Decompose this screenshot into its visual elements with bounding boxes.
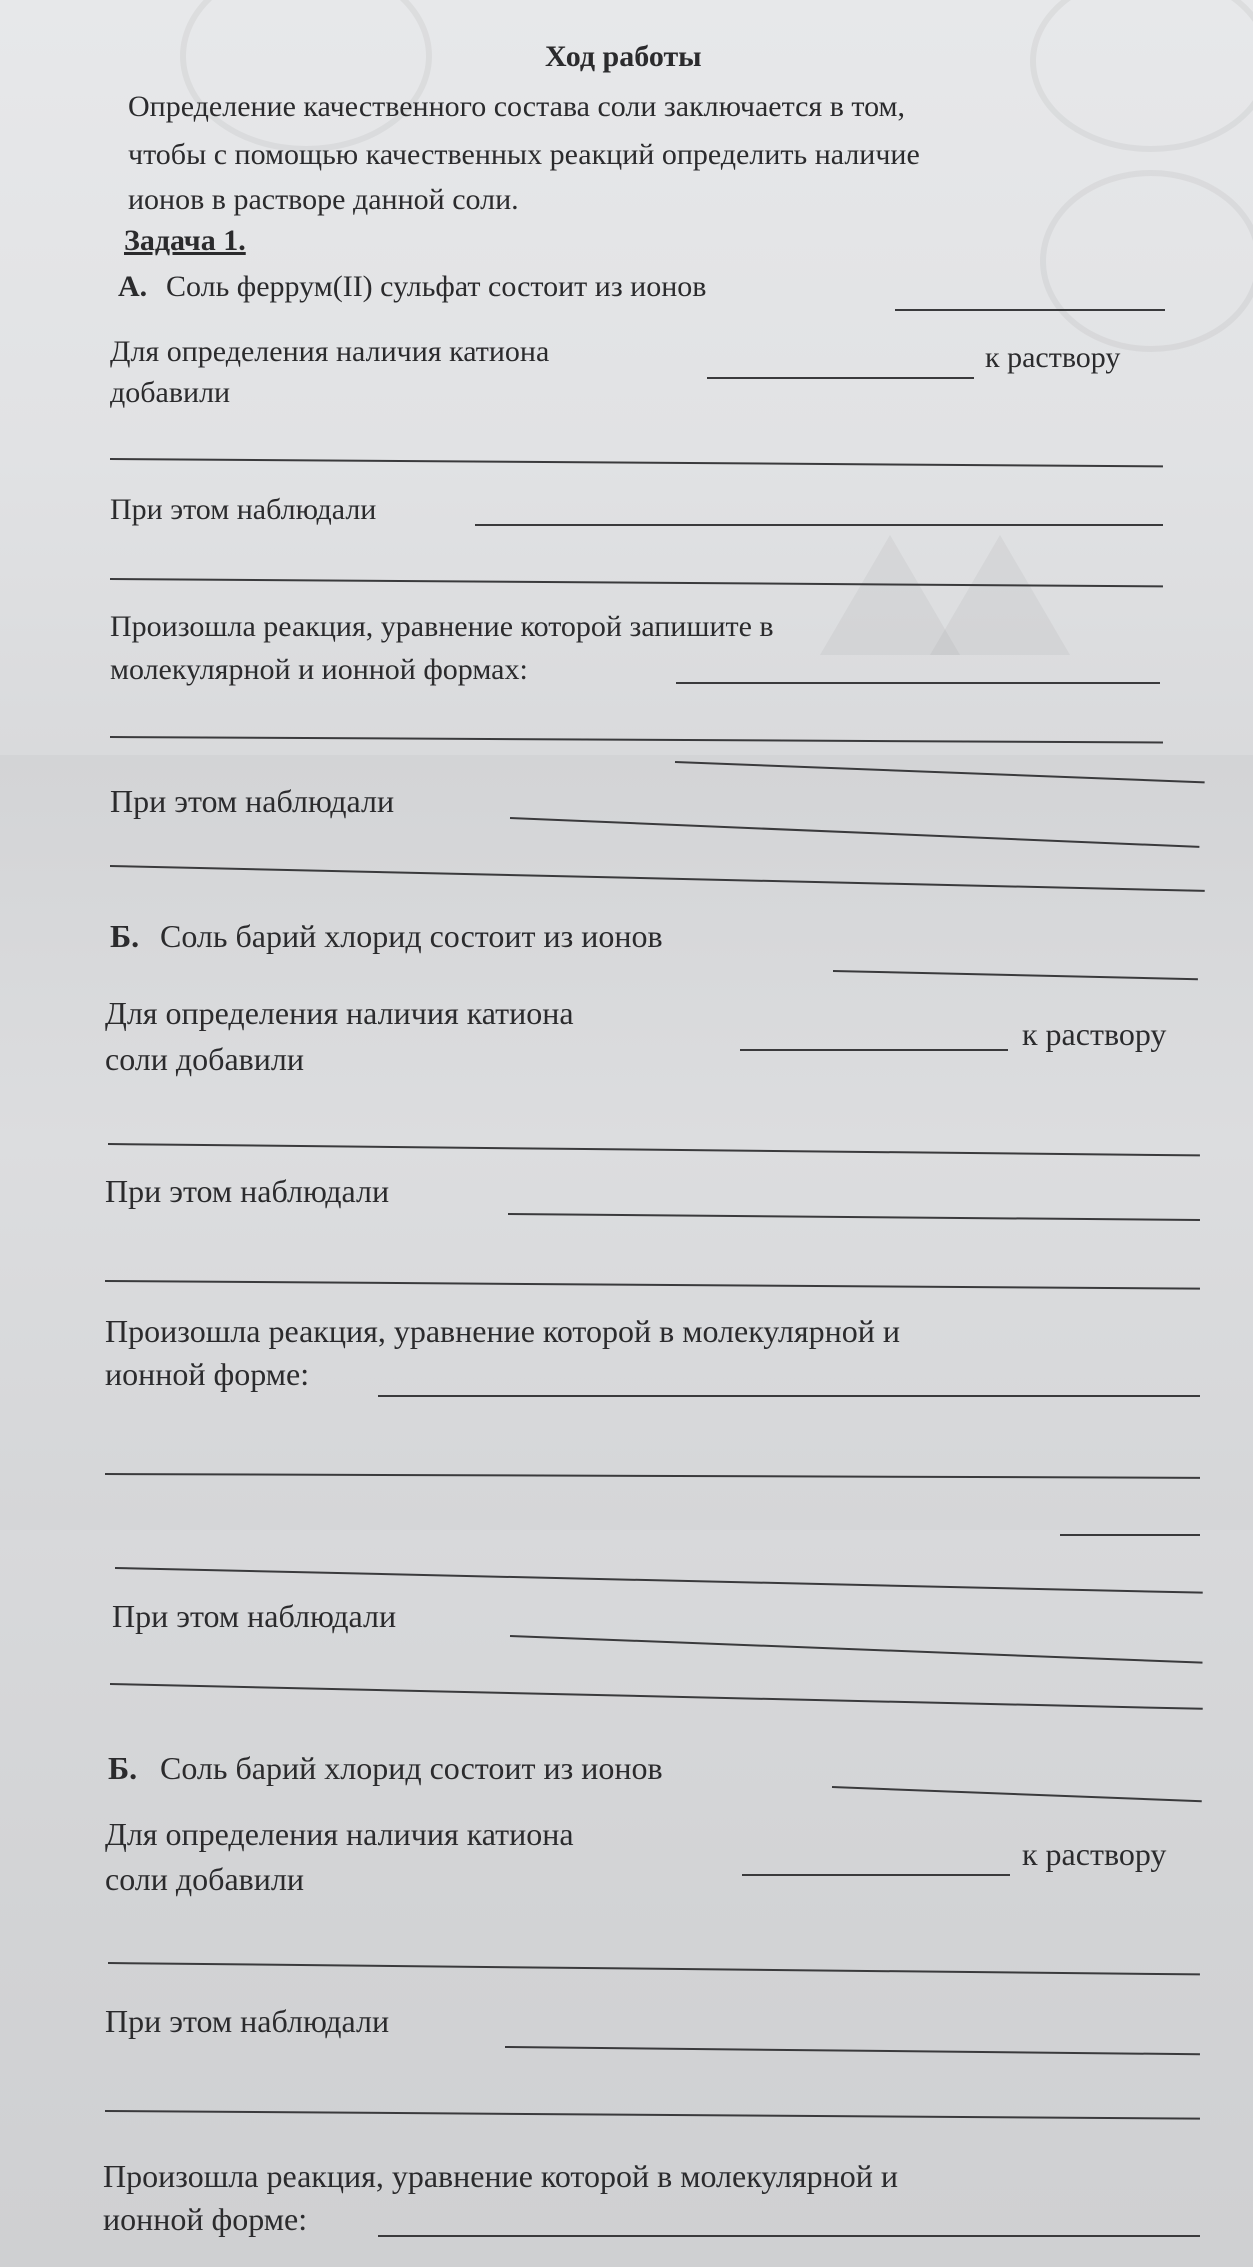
worksheet-photo-bottom xyxy=(0,1530,1253,2267)
answer-line xyxy=(475,524,1163,526)
bottom-observed-text: При этом наблюдали xyxy=(112,1598,397,1634)
answer-line xyxy=(110,1683,1203,1710)
answer-line xyxy=(832,1786,1202,1802)
background-seal-shape xyxy=(180,0,432,152)
answer-line xyxy=(105,2110,1200,2120)
answer-line xyxy=(378,1395,1200,1397)
answer-line xyxy=(833,970,1198,980)
part-a-cation-text: Для определения наличия катиона xyxy=(110,335,550,368)
bottom-observed-text-2: При этом наблюдали xyxy=(105,2003,390,2039)
worksheet-photo-top xyxy=(0,0,1253,755)
bottom-part-b-ions-text: Соль барий хлорид состоит из ионов xyxy=(160,1750,663,1786)
bottom-part-b-marker: Б. xyxy=(108,1750,138,1786)
answer-line xyxy=(115,1567,1203,1594)
bottom-cation-text-end: к раствору xyxy=(1022,1836,1167,1872)
part-b-reaction-text: ионной форме: xyxy=(105,1356,310,1392)
answer-line xyxy=(742,1874,1010,1876)
answer-line xyxy=(510,817,1199,848)
answer-line xyxy=(676,682,1160,684)
answer-line xyxy=(740,1049,1008,1051)
part-a-cation-text-end: к раствору xyxy=(985,341,1121,374)
part-a-reaction-text: молекулярной и ионной формах: xyxy=(110,653,528,686)
background-seal-shape xyxy=(1030,0,1253,152)
answer-line xyxy=(508,1213,1200,1221)
part-a-marker: А. xyxy=(118,270,148,303)
answer-line xyxy=(108,1962,1200,1975)
answer-line xyxy=(110,865,1205,892)
part-a-reaction-text: Произошла реакция, уравнение которой запишите в xyxy=(110,610,774,643)
answer-line xyxy=(895,309,1165,311)
intro-line: ионов в растворе данной соли. xyxy=(128,183,519,216)
part-b-cation-text-end: к раствору xyxy=(1022,1016,1167,1052)
answer-line xyxy=(378,2235,1200,2237)
answer-line xyxy=(707,377,974,379)
part-b-cation-text: Для определения наличия катиона xyxy=(105,995,574,1031)
page-title: Ход работы xyxy=(545,40,702,73)
bottom-reaction-text: Произошла реакция, уравнение которой в молекулярной и xyxy=(103,2158,898,2194)
intro-line: чтобы с помощью качественных реакций определить наличие xyxy=(128,138,920,171)
answer-line xyxy=(1060,1534,1200,1536)
answer-line xyxy=(105,1280,1200,1290)
answer-line xyxy=(105,1473,1200,1479)
middle-observed-text: При этом наблюдали xyxy=(110,783,395,819)
answer-line xyxy=(505,2046,1200,2055)
bottom-reaction-text: ионной форме: xyxy=(103,2201,308,2237)
part-b-reaction-text: Произошла реакция, уравнение которой в молекулярной и xyxy=(105,1313,900,1349)
part-a-cation-text-added: добавили xyxy=(110,376,231,409)
background-triangle-shape xyxy=(930,535,1070,655)
part-a-ions-text: Соль феррум(II) сульфат состоит из ионов xyxy=(166,270,707,303)
answer-line xyxy=(110,458,1163,467)
answer-line xyxy=(675,761,1205,783)
part-b-ions-text: Соль барий хлорид состоит из ионов xyxy=(160,918,663,954)
background-seal-shape xyxy=(1040,170,1253,352)
part-b-marker: Б. xyxy=(110,918,140,954)
part-b-observed-text: При этом наблюдали xyxy=(105,1173,390,1209)
intro-line: Определение качественного состава соли заключается в том, xyxy=(128,90,905,123)
part-a-observed-text: При этом наблюдали xyxy=(110,493,377,526)
answer-line xyxy=(510,1635,1203,1664)
bottom-cation-text-added: соли добавили xyxy=(105,1861,304,1897)
part-b-cation-text-added: соли добавили xyxy=(105,1041,304,1077)
worksheet-photo-middle xyxy=(0,755,1253,1530)
answer-line xyxy=(108,1143,1200,1156)
task-heading: Задача 1. xyxy=(124,224,246,257)
bottom-cation-text: Для определения наличия катиона xyxy=(105,1816,574,1852)
answer-line xyxy=(110,736,1163,744)
